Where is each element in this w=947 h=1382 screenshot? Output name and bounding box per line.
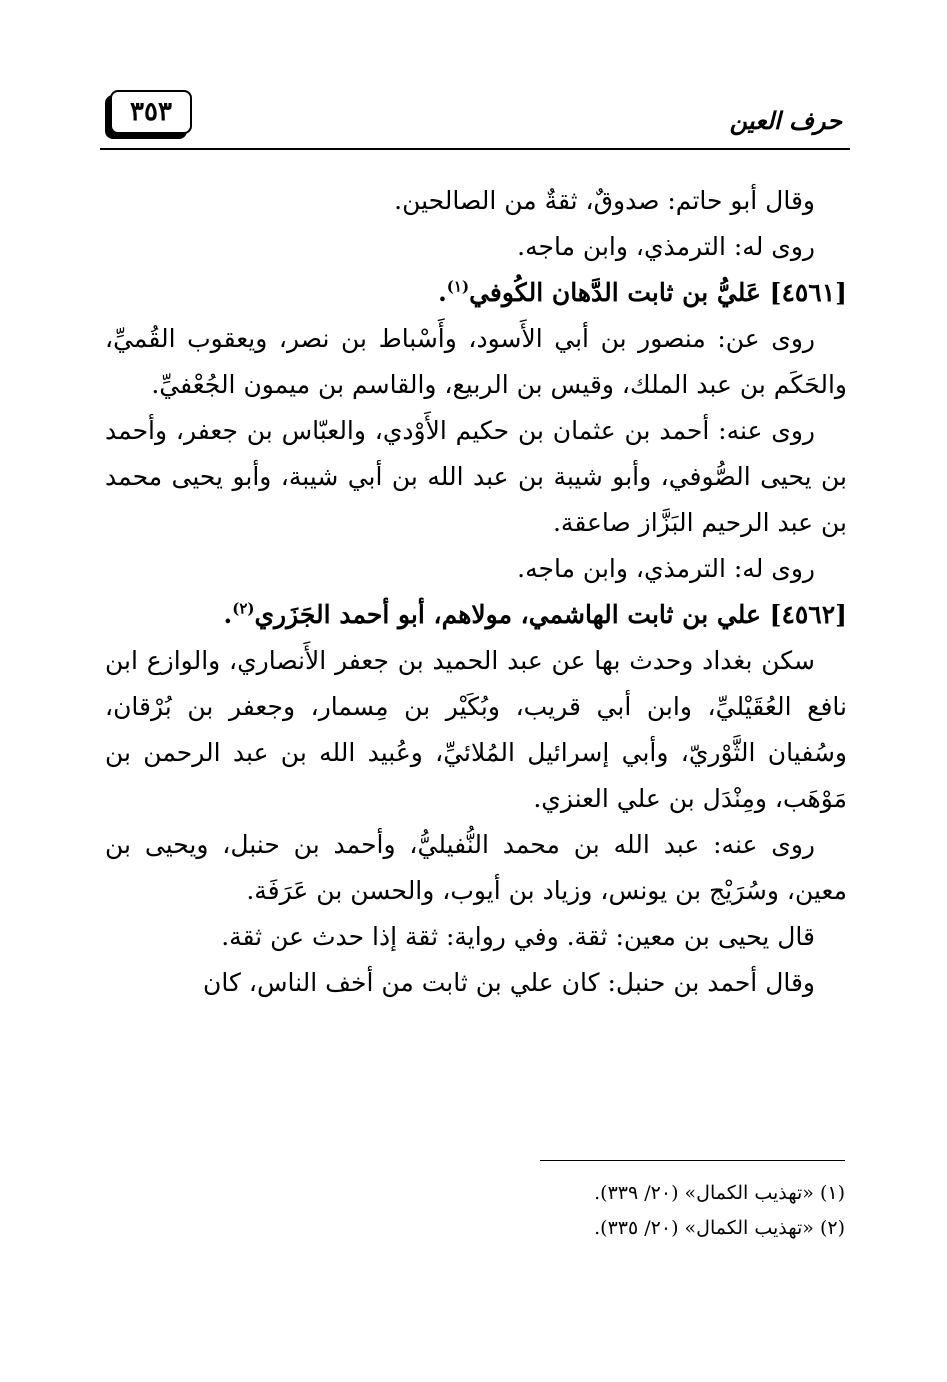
- header-rule: [100, 148, 850, 150]
- page-number: ٣٥٣: [110, 90, 192, 134]
- page-header: [100, 88, 850, 150]
- paragraph: روى له: الترمذي، وابن ماجه.: [517, 554, 815, 583]
- footnote-marker: (٢): [232, 599, 255, 618]
- paragraph: روى له: الترمذي، وابن ماجه.: [517, 232, 815, 261]
- entry-heading-end: .: [438, 278, 447, 307]
- entry-heading-text: [٤٥٦١] عَليُّ بن ثابت الدَّهان الكُوفي: [469, 278, 847, 307]
- paragraph: وقال أحمد بن حنبل: كان علي بن ثابت من أخف الناس، كان: [203, 968, 815, 997]
- footnotes: [420, 1176, 845, 1246]
- paragraph: قال يحيى بن معين: ثقة. وفي رواية: ثقة إذا حدث عن ثقة.: [221, 922, 815, 951]
- footnote-marker: (١): [446, 277, 470, 296]
- body-text: [105, 178, 847, 1006]
- entry-heading: [105, 270, 847, 316]
- footnote: (١) «تهذيب الكمال» (٢٠/ ٣٣٩).: [594, 1182, 845, 1204]
- paragraph: سكن بغداد وحدث بها عن عبد الحميد بن جعفر الأَنصاري، والوازع ابن نافع العُقَيْليِّ، وابن أبي قريب، وبُكَيْر بن مِسمار، وجعفر بن بُرْقان، وسُفيان الثَّوْريّ، وأبي إسرائيل المُلائيِّ، وعُبيد الله بن عبد الرحمن بن مَوْهَب، ومِنْدَل بن علي العنزي.: [105, 646, 847, 813]
- paragraph: روى عنه: عبد الله بن محمد النُّفيليُّ، وأحمد بن حنبل، ويحيى بن معين، وسُرَيْج بن يونس، وزياد بن أيوب، والحسن بن عَرَفَة.: [105, 830, 847, 905]
- footnote-rule: [540, 1160, 845, 1161]
- running-title: حرف العين: [729, 106, 842, 135]
- entry-heading-end: .: [223, 600, 233, 629]
- paragraph: وقال أبو حاتم: صدوقٌ، ثقةٌ من الصالحين.: [394, 186, 815, 215]
- entry-heading-text: [٤٥٦٢] علي بن ثابت الهاشمي، مولاهم، أبو أحمد الجَزَري: [254, 600, 847, 629]
- entry-heading: [105, 592, 847, 638]
- footnote: (٢) «تهذيب الكمال» (٢٠/ ٣٣٥).: [594, 1217, 845, 1239]
- paragraph: روى عنه: أحمد بن عثمان بن حكيم الأَوْدي، والعبّاس بن جعفر، وأحمد بن يحيى الصُّوفي، وأبو شيبة بن عبد الله بن أبي شيبة، وأبو يحيى محمد بن عبد الرحيم البَزَّاز صاعقة.: [105, 416, 847, 537]
- paragraph: روى عن: منصور بن أبي الأَسود، وأَسْباط بن نصر، ويعقوب القُميِّ، والحَكَم بن عبد الملك، وقيس بن الربيع، والقاسم بن ميمون الجُعْفيِّ.: [105, 324, 847, 399]
